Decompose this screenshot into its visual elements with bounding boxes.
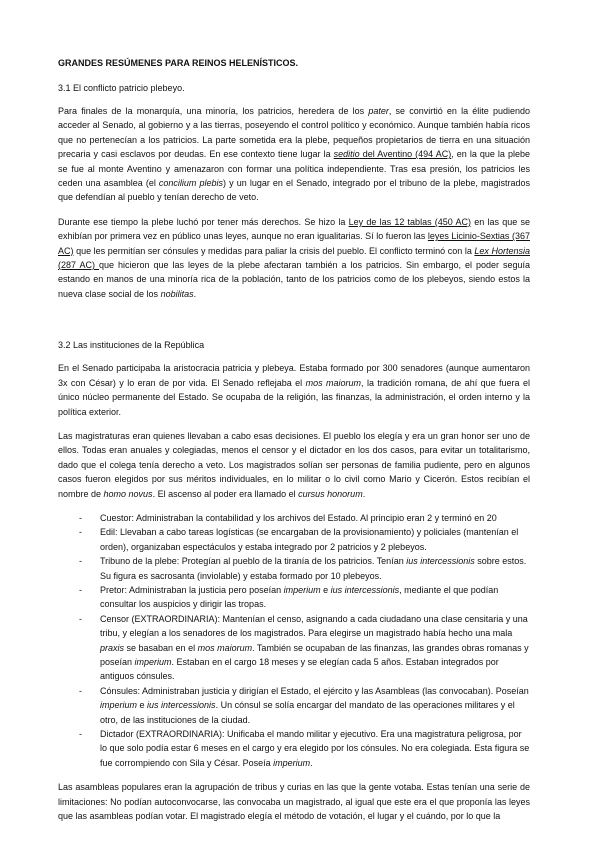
text-run: Durante ese tiempo la plebe luchó por tener más derechos. Se hizo la [58, 216, 349, 227]
text-run: que les permitían ser cónsules y medidas para paliar la crisis del pueblo. El conflicto terminó con la [73, 245, 475, 256]
text-run: mos maiorum [305, 377, 362, 388]
text-run: Dictador (EXTRAORDINARIA): Unificaba el mando militar y ejecutivo. Era una magistratura peligrosa, por lo que solo podía estar 6 meses en el cargo y era elegido por los cónsules. No era colegiada. Esta figura se fue corrompiendo con Sila y César. Poseía [100, 729, 530, 768]
list-item-text [100, 585, 498, 609]
text-run: ius intercessionis [406, 556, 475, 567]
text-run: del Aventino (494 AC) [359, 149, 452, 160]
text-run: se basaban en el [124, 642, 198, 653]
text-run: . Estaban en el cargo 18 meses y se elegían cada 5 años. Estaban integrados por antiguos cónsules. [100, 657, 499, 682]
text-run: , mediante el que podían consultar los auspicios y dirigir las tropas. [100, 584, 499, 610]
text-run: Censor (EXTRAORDINARIA): Mantenían el censo, asignando a cada ciudadano una clase censitaria y una tribu, y elegían a los senadores de los magistrados. Para elegirse un magistrado había hecho una mala [100, 613, 528, 639]
text-run: imperium [283, 584, 321, 595]
text-run: , en la que la plebe se fue al monte Aventino y amenazaron con formar una política independiente. Tras esa presión, los patricios les ceden una asamblea (el [58, 149, 530, 189]
paragraph [58, 215, 530, 301]
text-run: leyes Licinio-Sextias (367 AC) [58, 231, 530, 256]
text-run: Las magistraturas eran quienes llevaban a cabo esas decisiones. El pueblo los elegía y era un gran honor ser uno de ellos. Todas eran anuales y colegiadas, menos el censor y el dictador en los dos casos, para evitar un totalitarismo, dado que el colega tenía derecho a veto. Los magistrados solían ser personas de familia pudiente, pero en algunos casos fueron elegidos por sus méritos individuales, en lo militar o lo civil como Mario y Cicerón. Estos recibían el nombre de [58, 430, 530, 499]
text-run: Tribuno de la plebe: Protegían al pueblo de la tiranía de los patricios. Tenían [100, 556, 407, 567]
text-run: seditio [333, 149, 360, 160]
list-item-text [100, 527, 518, 551]
text-run: sobre estos. Su figura es sacrosanta (inviolable) y estaba formado por 10 plebeyos. [100, 556, 527, 581]
dash-bullet: - [79, 729, 82, 740]
text-run: . [310, 757, 313, 768]
paragraph [58, 361, 530, 419]
text-run: ) y un lugar en el Senado, integrado por el tribuno de la plebe, magistrados que defendían al pueblo y tenían derecho de veto. [58, 178, 530, 203]
list-item-text [100, 686, 529, 725]
text-run: homo novus [103, 488, 153, 499]
text-run: e [320, 584, 331, 595]
text-run: ius intercessionis [147, 700, 216, 711]
document-title: GRANDES RESÚMENES PARA REINOS HELENÍSTICOS. [58, 58, 299, 68]
text-run: . [362, 488, 366, 499]
text-run: Edil: Llevaban a cabo tareas logísticas (se encargaban de la provisionamiento) y policiales (mantenían el orden), organizaban espectáculos y estaba integrado por 2 patricios y 2 plebeyos. [100, 527, 519, 552]
dash-bullet: - [79, 613, 82, 624]
paragraph [58, 429, 530, 501]
text-run: . También se ocupaban de las finanzas, las grandes obras romanas y poseían [100, 642, 529, 667]
dash-bullet: - [79, 584, 82, 595]
text-run: Cónsules: Administraban justicia y dirigían el Estado, el ejército y las Asambleas (las convocaban). Poseían [100, 685, 529, 696]
text-run: pater [368, 106, 389, 116]
section-heading: 3.2 Las instituciones de la República [58, 340, 205, 351]
text-run: . [193, 288, 197, 299]
list-item [58, 554, 530, 583]
section-spacer [58, 311, 530, 338]
list-item [58, 583, 530, 612]
paragraph [58, 104, 530, 205]
text-run: , la tradición romana, de ahí que fuera el único núcleo permanente del Estado. Se ocupaba de la religión, las finanzas, la administración, el orden interno y la política exterior. [58, 377, 530, 417]
section-heading: 3.1 El conflicto patricio plebeyo. [58, 83, 185, 93]
text-run: . Un cónsul se solía encargar del mandato de las operaciones militares y el otro, de las instituciones de la ciudad. [100, 700, 515, 725]
dash-bullet: - [79, 685, 82, 696]
text-run: En el Senado participaba la aristocracia patricia y plebeya. Estaba formado por 300 senadores (aunque aumentaron 3x con César) y lo eran de por vida. El Senado reflejaba el [58, 363, 530, 388]
text-run: cursus honorum [298, 488, 363, 499]
text-run: imperium [273, 757, 311, 768]
text-run: en las que se exhibían por primera vez en público unas leyes, aunque no eran igualitarias. Sí lo fueron las [58, 216, 530, 242]
text-run: (287 AC) [58, 260, 99, 271]
text-run: , se convirtió en la élite pudiendo acceder al Senado, al gobierno y a las tierras, poseyendo el control político y económico. Aunque también había ricos que no pertenecían a los patricios. La parte sometida era la plebe, pequeños propietarios de tierra en una situación precaria y casi esclavos por deudas. En ese contexto tiene lugar la [58, 106, 530, 160]
list-item-text [100, 729, 529, 768]
list-item [58, 684, 530, 727]
list-item [58, 511, 530, 525]
text-run: nobilitas [160, 288, 194, 299]
text-run: . El ascenso al poder era llamado el [152, 488, 299, 499]
dash-bullet: - [79, 512, 82, 523]
text-run: praxis [100, 642, 125, 653]
text-run: Pretor: Administraban la justicia pero poseían [100, 584, 284, 595]
text-run: Cuestor: Administraban la contabilidad y los archivos del Estado. Al principio eran 2 y terminó en 20 [100, 512, 497, 523]
text-run: imperium [100, 700, 138, 711]
text-run: ius intercessionis [330, 584, 400, 595]
text-run: Lex Hortensia [474, 245, 530, 256]
text-run: que hicieron que las leyes de la plebe afectaran también a los patricios. Sin embargo, el poder seguía estando en manos de una minoría rica de la población, tanto de los patricios como de los plebeyos, siendo estos la nueva clase social de los [58, 260, 530, 299]
list-item [58, 612, 530, 684]
list-item-text [100, 614, 529, 682]
text-run: Para finales de la monarquía, una minoría, los patricios, heredera de los [58, 106, 369, 116]
text-run: imperium [134, 657, 172, 667]
list-item-text [100, 513, 497, 523]
list-item [58, 727, 530, 770]
text-run: Ley de las 12 tablas (450 AC) [348, 216, 472, 227]
text-run: mos maiorum [197, 642, 253, 653]
magistracies-list [58, 511, 530, 770]
document-body [58, 56, 530, 833]
list-item [58, 525, 530, 554]
text-run: concilium plebis [158, 178, 224, 189]
list-item-text [100, 556, 526, 580]
text-run: e [137, 700, 148, 711]
paragraph [58, 780, 530, 823]
dash-bullet: - [79, 527, 82, 538]
dash-bullet: - [79, 556, 82, 567]
text-run: Las asambleas populares eran la agrupación de tribus y curias en las que la gente votaba. Estas tenían una serie de limitaciones: No podían autoconvocarse, las convocaba un magistrado, al igual que este era el que proponía las leyes que las asambleas podían votar. El magistrado elegía el método de votación, el lugar y el cuándo, por lo que la [58, 782, 530, 822]
